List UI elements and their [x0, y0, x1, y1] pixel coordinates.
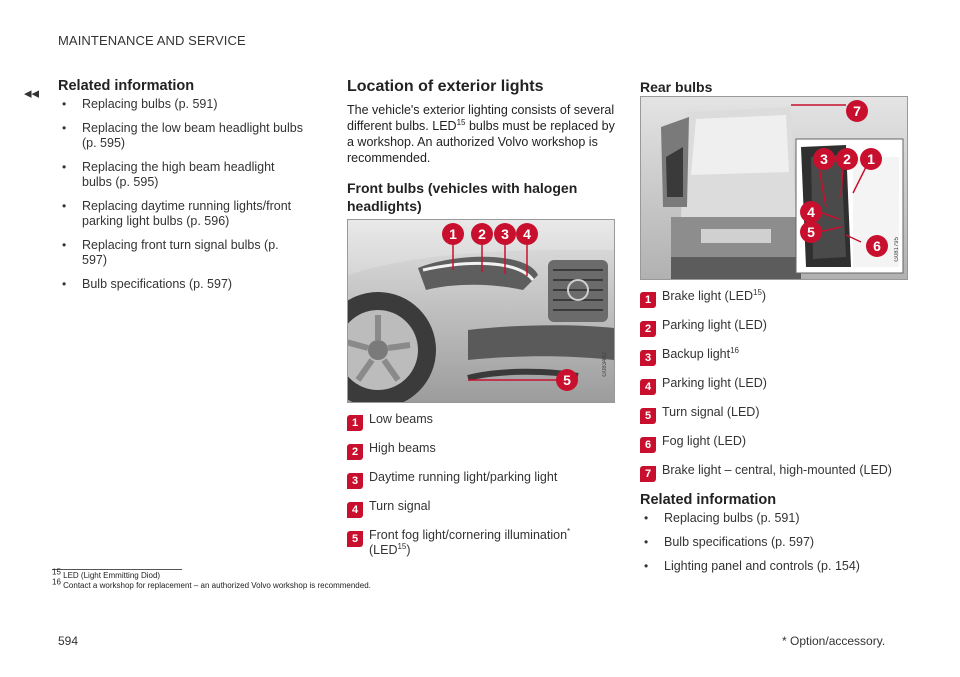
related-info-heading: Related information	[58, 78, 195, 94]
legend-number-badge: 7	[640, 466, 656, 482]
bullet-icon: •	[62, 121, 67, 135]
footnotes	[52, 567, 652, 591]
footnote: $^{16}$ Contact a workshop for replacement – an authorized Volvo workshop is recommended.	[52, 577, 371, 590]
bullet-icon: •	[644, 511, 649, 525]
legend-number-badge: 6	[640, 437, 656, 453]
legend-item: 4 Turn signal	[347, 499, 615, 517]
bullet-icon: •	[644, 535, 649, 549]
related-link[interactable]: • Replacing bulbs (p. 591)	[62, 97, 218, 111]
callout-badge: 4	[516, 223, 538, 245]
legend-number-badge: 2	[640, 321, 656, 337]
bullet-icon: •	[62, 97, 67, 111]
legend-item: 4 Parking light (LED)	[640, 376, 908, 394]
running-header: MAINTENANCE AND SERVICE	[58, 33, 246, 48]
bullet-icon: •	[62, 277, 67, 291]
intro-paragraph: The vehicle's exterior lighting consists of several different bulbs. LED$^{15}$ bulbs must be replaced by a workshop. An authorized Volvo workshop is recommended.	[347, 103, 615, 165]
legend-item: 5 Front fog light/cornering illumination* (LED$^{15}$)	[347, 528, 615, 558]
legend-number-badge: 3	[347, 473, 363, 489]
callout-badge: 3	[813, 148, 835, 170]
option-marker: *	[567, 526, 571, 536]
rear-bulbs-legend	[640, 289, 908, 481]
legend-item: 3 Daytime running light/parking light	[347, 470, 615, 488]
legend-item: 2 High beams	[347, 441, 615, 459]
rear-bulbs-heading: Rear bulbs	[640, 79, 713, 95]
footnote-ref[interactable]: 15	[753, 287, 762, 297]
legend-item: 1 Low beams	[347, 412, 615, 430]
callout-badge: 5	[556, 369, 578, 391]
bullet-icon: •	[62, 199, 67, 213]
left-column	[58, 78, 303, 301]
legend-item: 3 Backup light$^{16}$	[640, 347, 908, 365]
back-chevrons-icon[interactable]: ◂◂	[24, 84, 40, 102]
related-link[interactable]: • Replacing bulbs (p. 591)	[644, 511, 800, 525]
callout-badge: 3	[494, 223, 516, 245]
footnote-divider	[52, 569, 182, 570]
related-links-list	[640, 511, 908, 574]
related-link[interactable]: • Bulb specifications (p. 597)	[644, 535, 815, 549]
option-accessory-note: * Option/accessory.	[782, 634, 886, 648]
callout-badge: 2	[471, 223, 493, 245]
legend-number-badge: 3	[640, 350, 656, 366]
rear-bulbs-illustration	[640, 96, 908, 280]
legend-number-badge: 4	[640, 379, 656, 395]
related-link[interactable]: • Replacing the high beam headlight bulbs (p. 595)	[62, 160, 275, 189]
image-code: G083482	[602, 352, 608, 377]
image-code: G081795	[894, 237, 900, 262]
section-title: Location of exterior lights	[347, 78, 544, 95]
callout-badge: 4	[800, 201, 822, 223]
callout-badge: 1	[860, 148, 882, 170]
related-info-heading: Related information	[640, 492, 777, 508]
related-link[interactable]: • Bulb specifications (p. 597)	[62, 277, 233, 291]
right-column	[640, 78, 908, 583]
front-bulbs-illustration	[347, 219, 615, 403]
related-links-list	[58, 97, 303, 292]
related-link[interactable]: • Replacing daytime running lights/front parking light bulbs (p. 596)	[62, 199, 292, 228]
bullet-icon: •	[62, 238, 67, 252]
footnote: $^{15}$ LED (Light Emmitting Diod)	[52, 567, 161, 580]
callout-badge: 5	[800, 221, 822, 243]
bullet-icon: •	[62, 160, 67, 174]
front-bulbs-legend	[347, 412, 615, 558]
legend-item: 5 Turn signal (LED)	[640, 405, 908, 423]
bullet-icon: •	[644, 559, 649, 573]
legend-number-badge: 2	[347, 444, 363, 460]
footnote-ref[interactable]: 15	[397, 541, 407, 551]
related-link[interactable]: • Lighting panel and controls (p. 154)	[644, 559, 860, 573]
callout-badge: 6	[866, 235, 888, 257]
legend-number-badge: 5	[640, 408, 656, 424]
legend-number-badge: 1	[347, 415, 363, 431]
callout-badge: 7	[846, 100, 868, 122]
callout-badge: 2	[836, 148, 858, 170]
legend-item: 1 Brake light (LED$^{15}$)	[640, 289, 908, 307]
legend-item: 6 Fog light (LED)	[640, 434, 908, 452]
related-link[interactable]: • Replacing the low beam headlight bulbs (p. 595)	[62, 121, 303, 150]
footnote-ref[interactable]: 16	[730, 345, 740, 355]
middle-column	[347, 78, 615, 569]
legend-number-badge: 1	[640, 292, 656, 308]
related-link[interactable]: • Replacing front turn signal bulbs (p. 597)	[62, 238, 279, 267]
page-number: 594	[58, 634, 79, 648]
legend-number-badge: 5	[347, 531, 363, 547]
front-bulbs-heading: Front bulbs (vehicles with halogen headlights)	[347, 180, 578, 214]
legend-item: 2 Parking light (LED)	[640, 318, 908, 336]
footnote-ref[interactable]: 15	[456, 117, 466, 127]
legend-number-badge: 4	[347, 502, 363, 518]
callout-badge: 1	[442, 223, 464, 245]
legend-item: 7 Brake light – central, high-mounted (LED)	[640, 463, 908, 481]
